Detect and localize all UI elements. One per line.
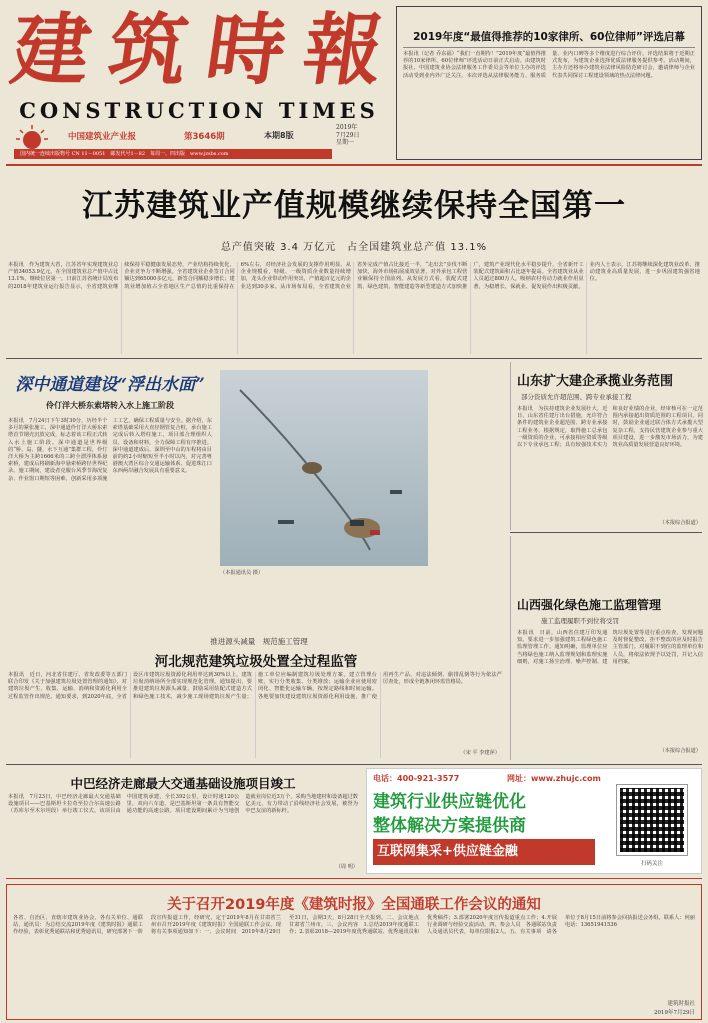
- logo-char: 筑: [103, 5, 194, 96]
- hebei-credit: （宋 平 李建萍）: [460, 750, 500, 756]
- masthead: [6, 6, 390, 160]
- ad-qr-caption: 扫码关注: [640, 861, 663, 867]
- bridge-body: 本报讯 7月24日下午3时30分，历经半个多月的紧张施工，深中通道伶仃洋大桥东索塔首节钢壳沉放完成，标志着该工程正式转入水上施工阶段。深中通道是世界级的“桥、岛、隧、水下互通”集群工程，伶仃洋大桥为主跨1666米的三跨全漂浮体系悬索桥，建成后将刷新海中悬索桥跨径世界纪录。施工期间，建设者克服台风季节海况复杂、作业窗口期短等困难，创新采用多项施工工艺，确保工程质量与安全。据介绍，东索塔基础采用大直径钢管复合桩，承台施工完成后转入塔柱施工，项目部合理组织人员、设备和材料，全力保障工程有序推进。深中通道建成后，深圳至中山的车程将由目前的约2小时缩短至半小时以内，对完善粤港澳大湾区综合交通运输体系、促进珠江口东西两岸融合发展具有重要意义。: [8, 418, 212, 482]
- logo-char: 時: [200, 5, 292, 96]
- issue-date: 2019年 7月29日 星期一: [336, 124, 360, 146]
- shandong-credit: （本报综合报道）: [659, 520, 701, 526]
- bridge-story: [6, 362, 500, 632]
- logo-char: 建: [5, 5, 97, 96]
- lead-headline[interactable]: 江苏建筑业产值规模继续保持全国第一: [82, 188, 626, 224]
- cpec-body: 本报讯 7月23日，中巴经济走廊最大交通基础设施项目——巴基斯坦卡拉奇至拉合尔高速公路（苏库尔至木尔坦段）举行竣工仪式。该项目由中国建筑承建，全长392公里，设计时速120公里，双向六车道，是巴基斯坦第一条具有智能交通功能的高速公路。项目建设期间累计为当地创造就业岗位近3万个，采购当地建材和设备超过数亿美元，有力带动了沿线经济社会发展，被誉为中巴友谊的新标杆。: [8, 794, 358, 815]
- issue-number: 第3646期: [184, 132, 225, 142]
- hebei-story: [6, 636, 506, 760]
- advertisement[interactable]: [366, 768, 702, 874]
- cpec-credit: （周 明）: [335, 864, 358, 870]
- top-right-body: 本报讯（记者 乔东福）“我们一直期待！”2019年度“最值得推荐的10家律所、60位律师”评选活动日前正式启动。由建筑时报社、中国建筑业协会法律服务工作委员会等单位主办的评选活动受到业内外广泛关注。本次评选从法律服务能力、服务质量、业内口碑等多个维度进行综合评价，评选结果将于近期正式发布，为建筑企业选择优质法律服务提供参考。活动期间，主办方还将举办建筑业法律风险防范研讨会，邀请律师与企业代表共同探讨工程建设领域的热点法律问题。: [403, 51, 695, 79]
- section-divider: [6, 358, 702, 359]
- sun-emblem: [14, 124, 50, 148]
- cpec-headline[interactable]: 中巴经济走廊最大交通基础设施项目竣工: [70, 776, 296, 791]
- bridge-subheadline: 伶仃洋大桥东索塔转入水上施工阶段: [46, 401, 174, 410]
- info-bar: 国内统一连续出版物号 CN 11－0051 邮发代号1－82 每周一、四出版 www.jzsbs.com: [14, 149, 332, 159]
- notice-box: [6, 884, 702, 1020]
- shanxi-credit: （本报综合报道）: [659, 748, 701, 754]
- right-divider: [510, 532, 702, 533]
- notice-date: 2019年7月29日: [654, 1010, 695, 1016]
- notice-signature: 建筑时报社: [667, 1001, 695, 1007]
- ad-url[interactable]: 网址：www.zhujc.com: [507, 774, 601, 783]
- ad-phone: 电话：400-921-3577: [373, 774, 460, 783]
- masthead-english: CONSTRUCTION TIMES: [19, 98, 379, 123]
- hebei-body: 本报讯 近日，河北省住建厅、省发改委等五部门联合印发《关于加强建筑垃圾处置管理的通知》，对建筑垃圾产生、收集、运输、消纳和资源化利用全过程监管作出规范。通知要求，到2020年底，全省设区市建筑垃圾资源化利用率达到30%以上，建筑垃圾消纳场所全部实现规范化管理。通知提出，要推进建筑垃圾源头减量，鼓励采用装配式建造方式和绿色施工技术，减少施工现场建筑垃圾产生量；施工单位应编制建筑垃圾处理方案，建立管理台账，实行分类收集、分类堆放；运输企业应使用密闭化、智能化运输车辆，按规定路线和时间运输。各地要加快建设建筑垃圾资源化利用设施，推广使用再生产品，对违法倾倒、偷排乱倒等行为依法严厉查处，形成全链条闭环监管格局。: [8, 672, 502, 700]
- cpec-story: [6, 768, 360, 874]
- notice-divider: [6, 878, 702, 879]
- notice-headline[interactable]: 关于召开2019年度《建筑时报》全国通联工作会议的通知: [167, 897, 541, 913]
- logo-char: 報: [297, 5, 389, 96]
- notice-body: 各省、自治区、直辖市建筑业协会，各有关单位、通联站、通讯员：为总结交流2019年度《建筑时报》通联工作经验，表彰优秀通联站和优秀通讯员，研究部署下一阶段宣传报道工作，经研究，定于2019年8月在甘肃省兰州市召开2019年度《建筑时报》全国通联工作会议。现将有关事项通知如下：一、会议时间 2019年8月29日至31日，会期3天，8月28日全天报到。二、会议地点 甘肃省兰州市。三、会议内容 1.总结2019年度通联工作；2.表彰2018—2019年度优秀通联站、优秀通讯员和优秀稿件；3.部署2020年度宣传报道重点工作；4.开展行业调研与经验交流活动。四、参会人员 各通联站负责人及通讯员代表，每单位限报2人。五、有关事项 请各单位于8月15日前将参会回执报送会务组。联系人：何丽 电话：13651941536: [13, 915, 701, 936]
- hebei-headline[interactable]: 河北规范建筑垃圾处置全过程监管: [154, 654, 358, 670]
- shandong-body: 本报讯 为扶持建筑企业发展壮大，近日，山东省住建厅出台措施，允许符合条件的建筑业企业超范围、跨专业承接工程业务。根据规定，取得施工总承包一级资质的企业，可承接相应资质等级以下专业承包工程；具有较强技术实力和良好业绩的企业，经审核可在一定范围内承接超出资质范围的工程项目。同时，鼓励企业通过联合体方式承揽大型复杂工程，支持民营建筑企业参与重大项目建设，进一步激发市场活力，为建筑业高质量发展营造良好环境。: [517, 406, 703, 449]
- masthead-logo: [5, 5, 389, 96]
- bridge-body-right: [220, 570, 428, 630]
- bridge-photo-credit: （本报通讯员 摄）: [220, 570, 264, 576]
- ad-line2: 整体解决方案提供商: [373, 816, 526, 836]
- lead-subheadline: 总产值突破 3.4 万亿元 占全国建筑业总产值 13.1%: [220, 242, 488, 253]
- top-right-headline[interactable]: 2019年度“最值得推荐的10家律所、60位律师”评选启幕: [413, 31, 685, 43]
- ad-line3: 互联网集采+供应链金融: [373, 839, 595, 865]
- bridge-photo: [220, 370, 428, 566]
- masthead-divider: [6, 164, 702, 166]
- shandong-story: [510, 362, 702, 530]
- ad-qr-code: [617, 785, 687, 855]
- shanxi-headline[interactable]: 山西强化绿色施工监理管理: [517, 598, 662, 612]
- top-right-rule: [403, 47, 695, 48]
- bridge-photo-image: [220, 370, 428, 566]
- shanxi-story: [510, 536, 702, 760]
- lead-body: 本报讯 作为建筑大省，江苏省年实现建筑业总产值34053.9亿元，在全国建筑业总产值中占比13.1%，继续位居第一。日前江苏省统计局发布的2018年建筑业运行报告显示，全省建筑业继续保持平稳健康发展态势，产业结构持续优化，企业竞争力不断增强。全省建筑业企业签订合同额达到65000多亿元，新签合同额稳步增长；建筑业增加值占全省地区生产总值的比重保持在6%左右，对经济社会发展的支撑作用明显。从企业规模看，特级、一级资质企业数量持续增加，龙头企业带动作用突出，产值超百亿元的企业达到30多家。从市场布局看，全省建筑企业省外完成产值占比接近一半，“走出去”步伐不断加快，海外市场拓展成效显著，对外承包工程营业额保持全国前列。从发展方式看，装配式建筑、绿色建筑、智能建造等新型建造方式加快推广，建筑产业现代化水平稳步提升，全省新开工装配式建筑面积占比逐年提高。全省建筑业从业人员超过800万人，吸纳农村劳动力就业作用显著，为稳增长、保就业、促发展作出积极贡献。业内人士表示，江苏将继续深化建筑业改革，推动建筑业高质量发展，进一步巩固建筑强省地位。: [8, 262, 700, 290]
- publisher-name: 中国建筑业产业报: [68, 132, 137, 142]
- shanxi-subheadline: 施工监理履职不到位将受罚: [541, 617, 619, 625]
- shandong-headline[interactable]: 山东扩大建企承揽业务范围: [517, 374, 674, 389]
- bridge-headline[interactable]: 深中通道建设“浮出水面”: [15, 375, 205, 395]
- ad-line1: 建筑行业供应链优化: [373, 792, 526, 812]
- section-divider-2: [6, 764, 702, 765]
- top-right-box: [396, 6, 702, 160]
- hebei-kicker: 推进源头减量 规范施工管理: [210, 637, 308, 646]
- shandong-subheadline: 部分资质允许超范围、跨专业承接工程: [521, 393, 632, 401]
- shanxi-body: 本报讯 日前，山西省住建厅印发通知，要求进一步加强建筑工程绿色施工监理管理工作。通知明确，监理单位应当将绿色施工纳入监理规划和监理实施细则，对施工扬尘治理、噪声控制、建筑垃圾处置等进行重点检查，发现问题及时督促整改，拒不整改的应及时报告主管部门。对履职不到位的监理单位和人员，将依法依规予以处罚，并记入信用档案。: [517, 630, 703, 665]
- page-count: 本期8版: [264, 131, 294, 140]
